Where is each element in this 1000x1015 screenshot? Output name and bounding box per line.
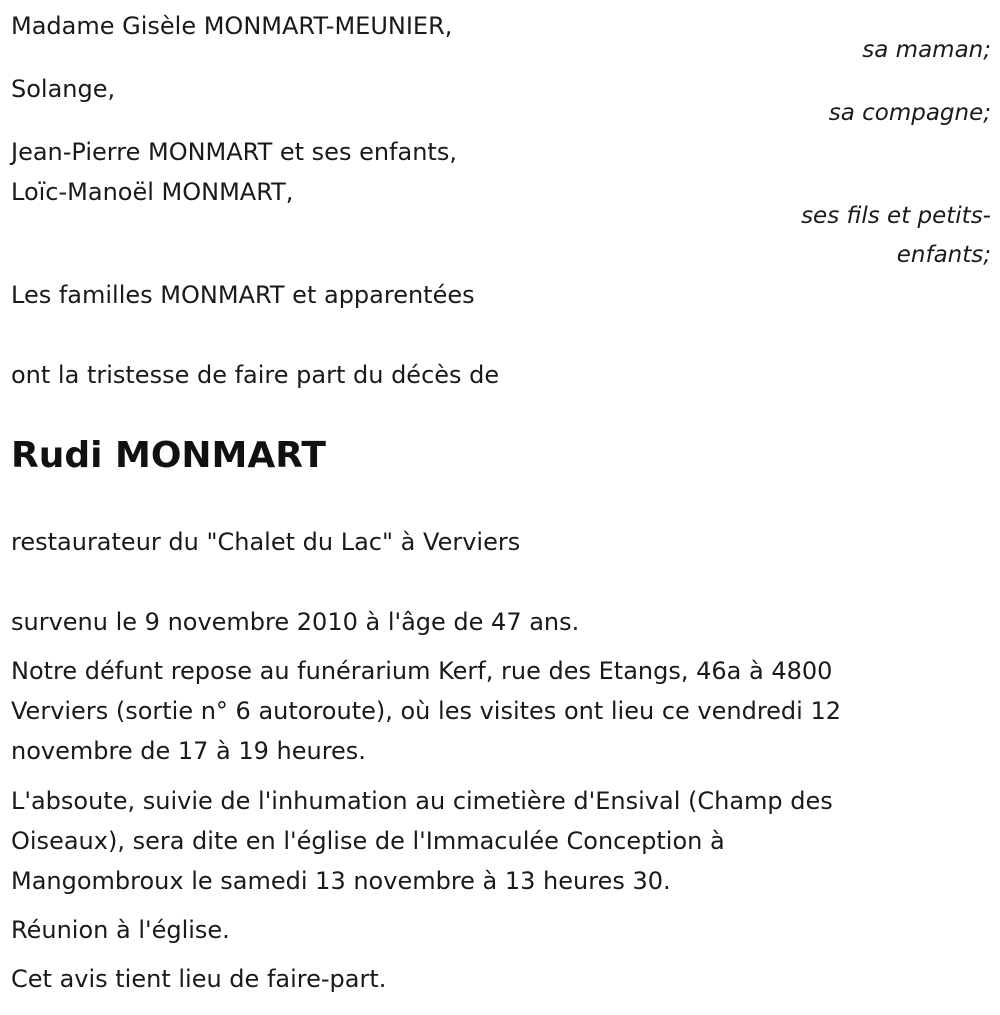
deceased-name: Rudi MONMART	[11, 435, 326, 476]
absoute-line-2: Oiseaux), sera dite en l'église de l'Immaculée Conception à	[11, 827, 725, 855]
closing-note: Cet avis tient lieu de faire-part.	[11, 965, 387, 993]
reunion-note: Réunion à l'église.	[11, 916, 230, 944]
repose-line-3: novembre de 17 à 19 heures.	[11, 737, 366, 765]
son-2-name: Loïc-Manoël MONMART,	[11, 178, 294, 206]
extended-families: Les familles MONMART et apparentées	[11, 281, 475, 309]
mother-relation: sa maman;	[862, 37, 991, 63]
repose-line-1: Notre défunt repose au funérarium Kerf, rue des Etangs, 46a à 4800	[11, 657, 833, 685]
mother-name: Madame Gisèle MONMART-MEUNIER,	[11, 12, 453, 40]
sons-relation-line-1: ses fils et petits-	[801, 203, 991, 229]
occupation: restaurateur du "Chalet du Lac" à Verviers	[11, 528, 521, 556]
repose-line-2: Verviers (sortie n° 6 autoroute), où les visites ont lieu ce vendredi 12	[11, 697, 841, 725]
sons-relation-line-2: enfants;	[896, 242, 991, 268]
absoute-line-1: L'absoute, suivie de l'inhumation au cimetière d'Ensival (Champ des	[11, 787, 833, 815]
absoute-line-3: Mangombroux le samedi 13 novembre à 13 heures 30.	[11, 867, 671, 895]
son-1-name: Jean-Pierre MONMART et ses enfants,	[11, 138, 457, 166]
death-info: survenu le 9 novembre 2010 à l'âge de 47 ans.	[11, 608, 580, 636]
partner-name: Solange,	[11, 75, 116, 103]
partner-relation: sa compagne;	[828, 100, 991, 126]
announcement-intro: ont la tristesse de faire part du décès de	[11, 361, 500, 389]
